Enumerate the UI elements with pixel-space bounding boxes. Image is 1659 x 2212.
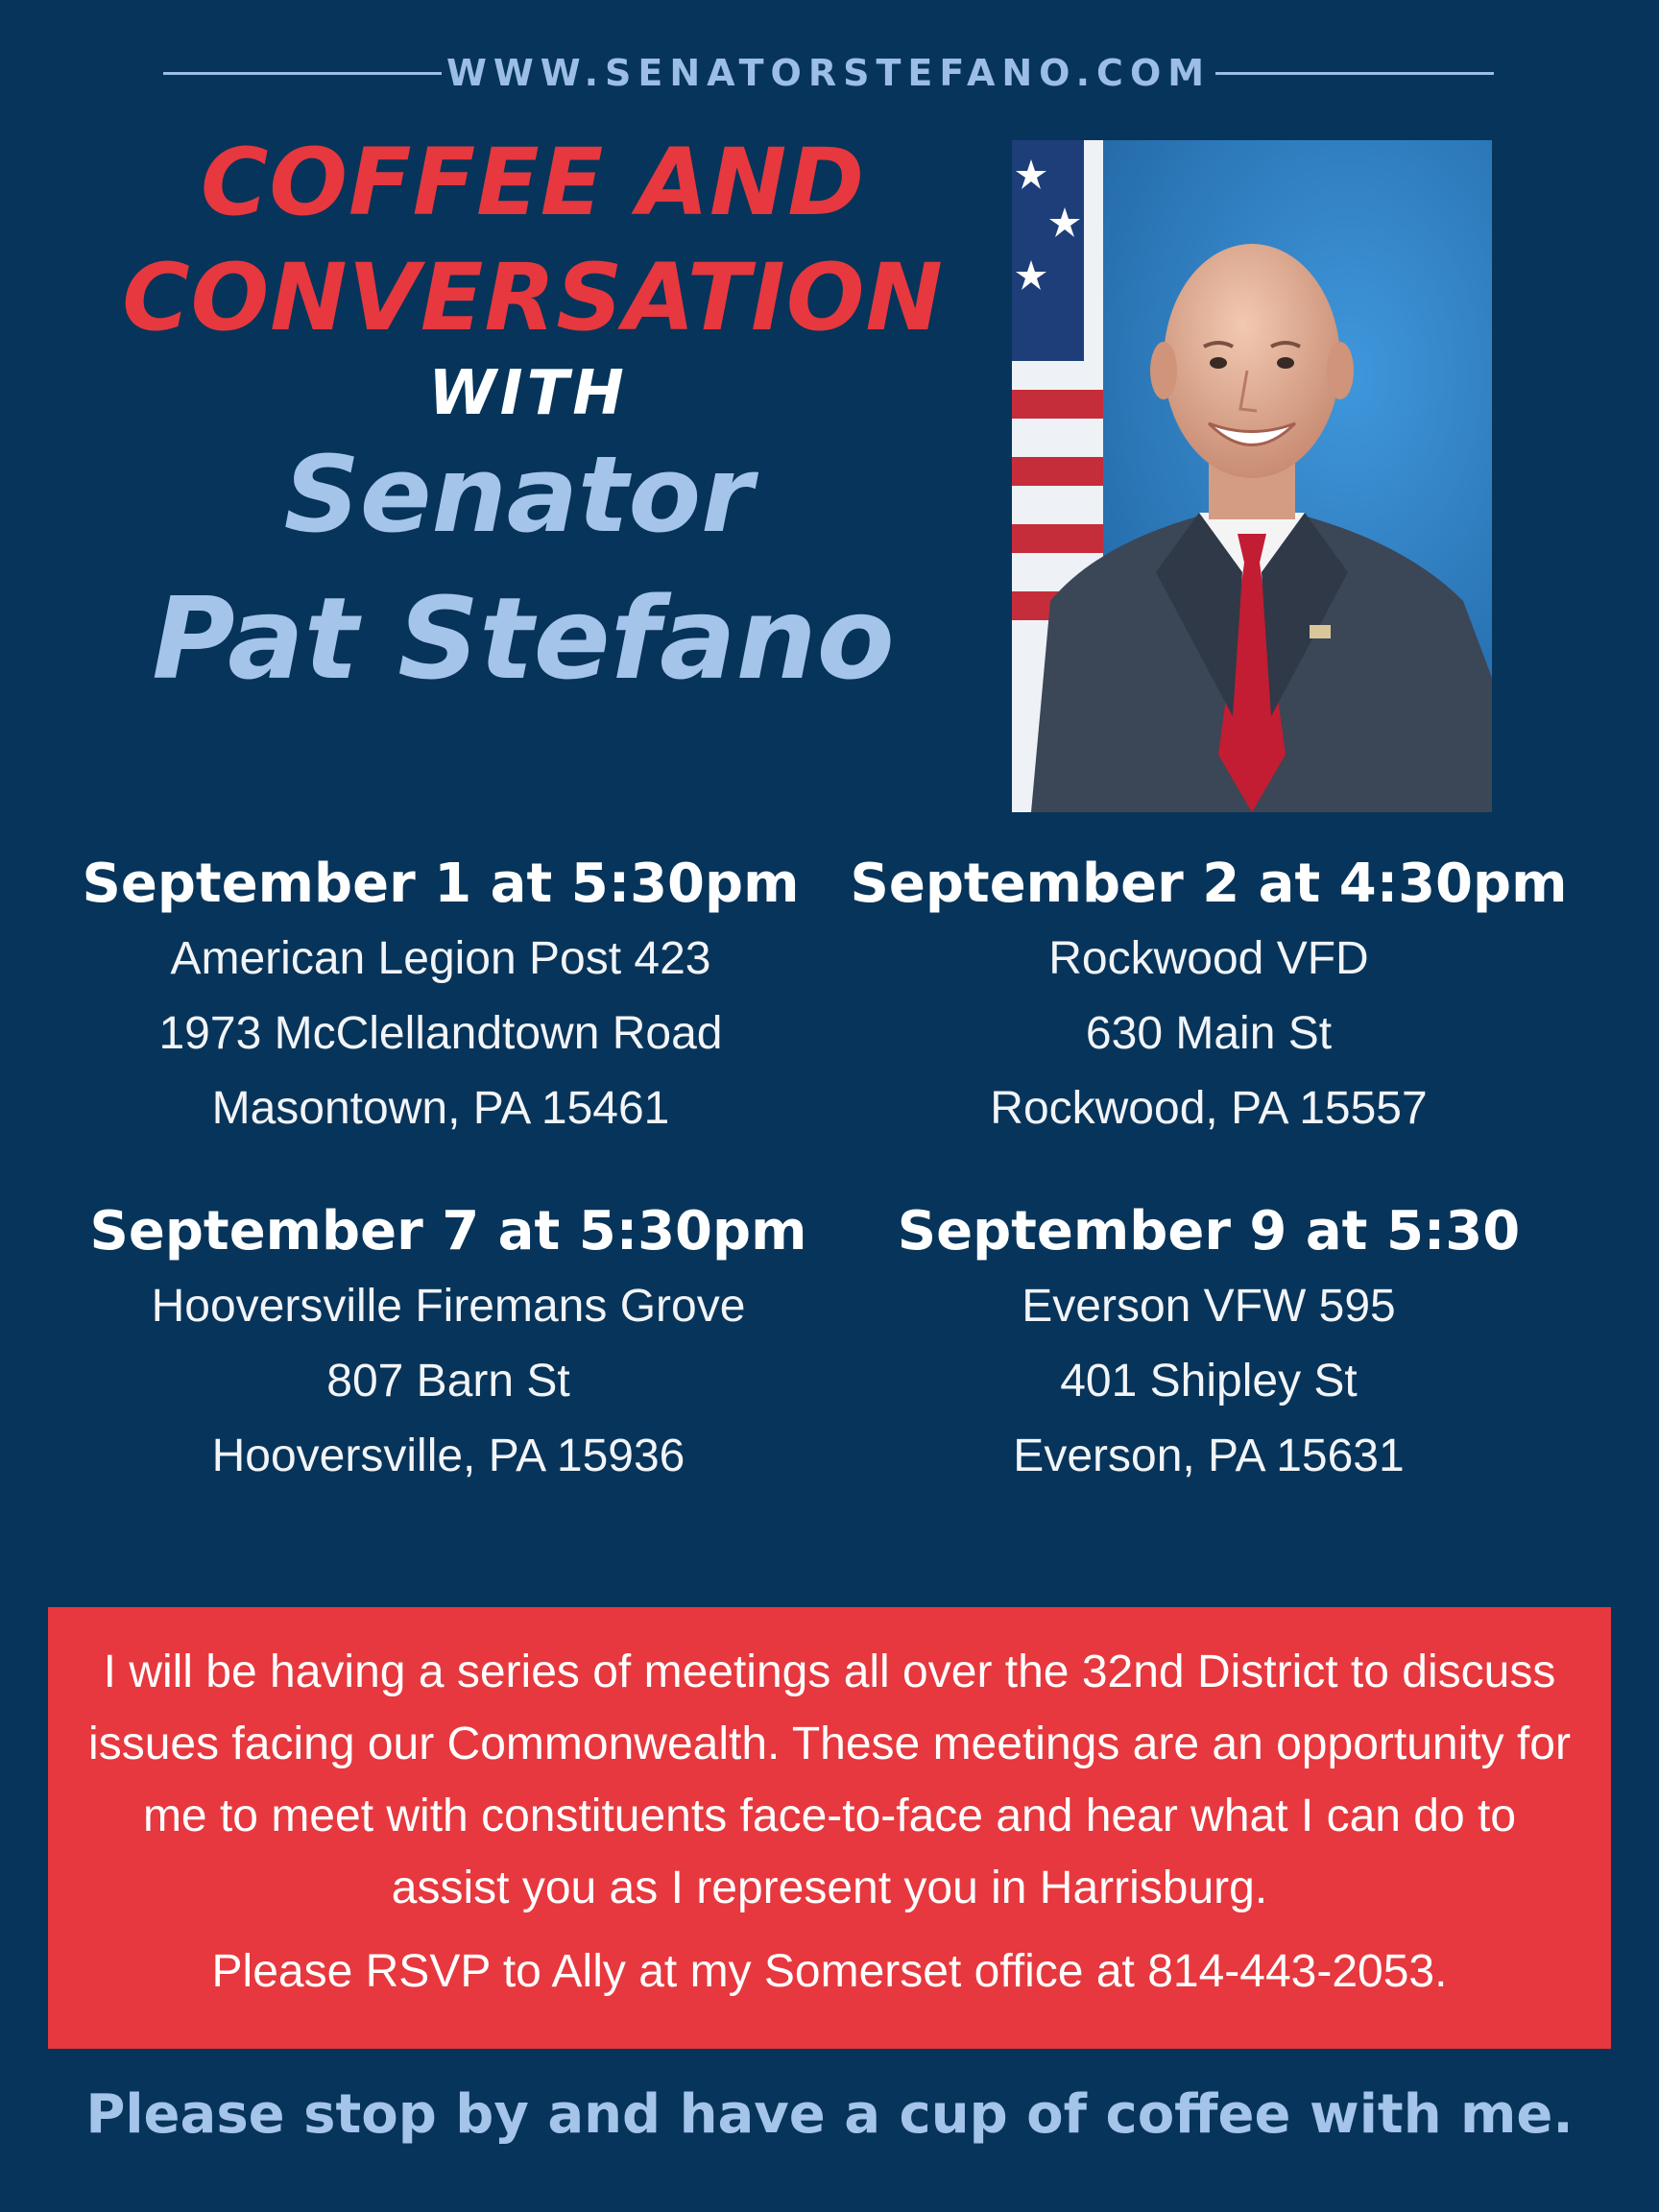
divider-right [1215, 72, 1494, 75]
title-line-1: COFFEE AND [200, 129, 866, 236]
event-street: 807 Barn St [326, 1356, 570, 1407]
event-date: September 9 at 5:30 [897, 1200, 1521, 1262]
website-header [163, 46, 1494, 100]
rsvp-text: Please RSVP to Ally at my Somerset office at 814-443-2053. [211, 1946, 1448, 1997]
message-box [48, 1607, 1611, 2049]
event-date: September 1 at 5:30pm [82, 853, 800, 915]
senator-name: Pat Stefano [152, 572, 895, 705]
event-venue: Everson VFW 595 [1022, 1281, 1396, 1332]
divider-left [163, 72, 442, 75]
event-title [58, 125, 1008, 720]
title-line-2: CONVERSATION [122, 244, 944, 351]
event-card [825, 1194, 1593, 1494]
event-venue: American Legion Post 423 [170, 933, 711, 984]
event-date: September 2 at 4:30pm [850, 853, 1568, 915]
event-card [64, 1194, 832, 1494]
event-date: September 7 at 5:30pm [89, 1200, 807, 1262]
event-street: 1973 McClellandtown Road [158, 1008, 723, 1059]
event-card [57, 847, 825, 1146]
event-street: 401 Shipley St [1060, 1356, 1358, 1407]
event-venue: Hooversville Firemans Grove [151, 1281, 746, 1332]
website-url[interactable]: WWW.SENATORSTEFANO.COM [445, 52, 1212, 94]
message-paragraph: I will be having a series of meetings all over the 32nd District to discuss issues facing our Commonwealth. These meetings are an opportunity for me to meet with constituents face-to-face and hear what I can do to assist you as I represent you in Harrisburg. [88, 1647, 1571, 1913]
event-city: Masontown, PA 15461 [211, 1083, 670, 1134]
senator-portrait-photo [1012, 140, 1492, 812]
title-with: WITH [428, 358, 628, 429]
event-street: 630 Main St [1085, 1008, 1333, 1059]
event-city: Hooversville, PA 15936 [211, 1431, 685, 1481]
event-venue: Rockwood VFD [1048, 933, 1369, 984]
event-card [825, 847, 1593, 1146]
event-city: Rockwood, PA 15557 [990, 1083, 1428, 1134]
event-city: Everson, PA 15631 [1013, 1431, 1405, 1481]
footer-tagline: Please stop by and have a cup of coffee with me. [85, 2083, 1574, 2146]
title-senator: Senator [283, 433, 754, 556]
